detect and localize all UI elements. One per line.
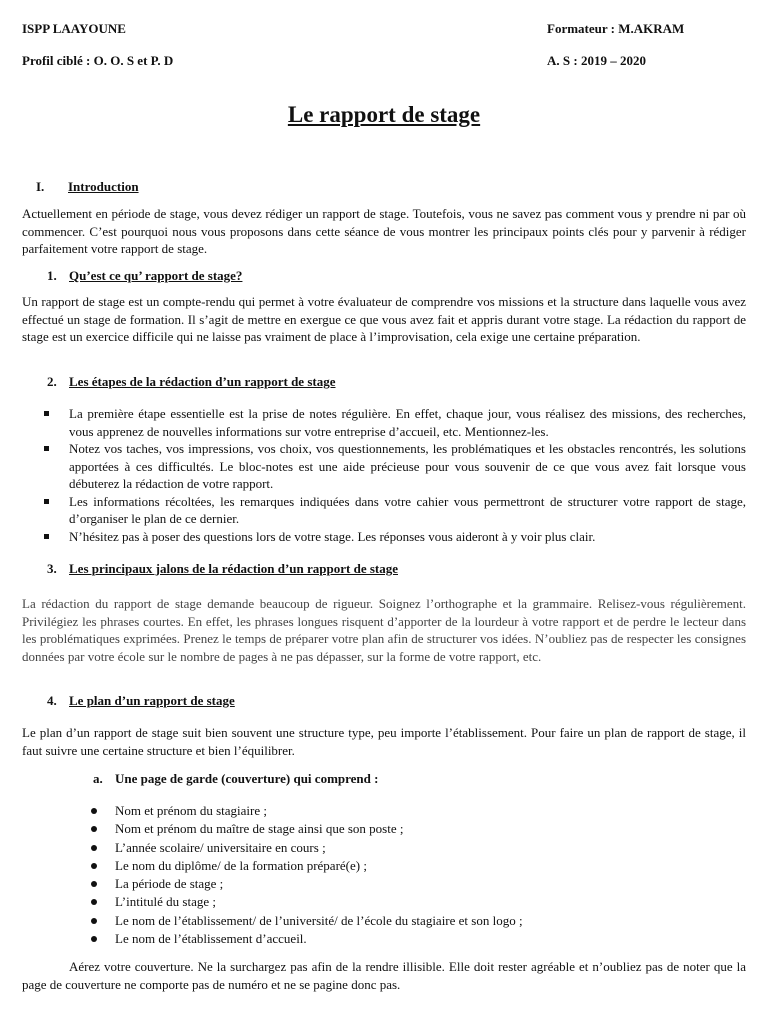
heading-introduction <box>36 178 139 196</box>
round-bullet-icon <box>91 899 97 905</box>
round-bullet-icon <box>91 918 97 924</box>
list-item: Le nom de l’établissement/ de l’université/ de l’école du stagiaire et son logo ; <box>22 912 746 930</box>
heading-text: Les principaux jalons de la rédaction d’un rapport de stage <box>69 561 398 576</box>
list-item: Les informations récoltées, les remarques indiquées dans votre cahier vous permettront de structurer votre rapport de stage, d’organiser le plan de ce dernier. <box>22 493 746 528</box>
heading-number: I. <box>36 179 45 194</box>
header-school: ISPP LAAYOUNE <box>22 21 126 36</box>
square-bullet-icon <box>44 446 49 451</box>
paragraph-cover-closing: Aérez votre couverture. Ne la surchargez pas afin de la rendre illisible. Elle doit rester agréable et n’oubliez pas de noter que la page de couverture ne comporte pas de numéro et ne se pagine donc pas. <box>22 959 746 992</box>
round-bullet-icon <box>91 808 97 814</box>
heading-section-2 <box>47 373 336 391</box>
subheading-cover-page <box>93 770 378 788</box>
square-bullet-icon <box>44 411 49 416</box>
steps-list <box>22 405 746 545</box>
paragraph-introduction: Actuellement en période de stage, vous devez rédiger un rapport de stage. Toutefois, vous ne savez pas comment vous y prendre ni par où commencer. C’est pourquoi nous vous proposons dans cette séance de vous montrer les principaux points clés pour y parvenir à rédiger parfaitement votre rapport de stage. <box>22 206 746 256</box>
paragraph-section-1: Un rapport de stage est un compte-rendu qui permet à votre évaluateur de comprendre vos missions et la structure dans laquelle vous avez effectué un stage de formation. Il s’agit de mettre en exergue ce que vous avez fait et appris durant votre stage. La rédaction du rapport de stage est un exercice difficile qui ne laisse pas vraiment de place à l’improvisation, cela exige une certaine préparation. <box>22 294 746 344</box>
square-bullet-icon <box>44 499 49 504</box>
heading-number: 1. <box>47 268 57 283</box>
cover-page-list <box>22 802 746 948</box>
heading-number: 3. <box>47 561 57 576</box>
list-item: L’intitulé du stage ; <box>22 893 746 911</box>
list-item: La période de stage ; <box>22 875 746 893</box>
heading-section-4 <box>47 692 235 710</box>
subheading-text: Une page de garde (couverture) qui comprend : <box>115 771 379 786</box>
header-profile: Profil ciblé : O. O. S et P. D <box>22 53 174 68</box>
header-year: A. S : 2019 – 2020 <box>547 53 646 68</box>
list-item: La première étape essentielle est la prise de notes régulière. En effet, chaque jour, vous réalisez des missions, des recherches, vous apprenez de nouvelles informations sur votre entreprise d’accueil, etc. Mentionnez-les. <box>22 405 746 440</box>
subheading-number: a. <box>93 771 103 786</box>
heading-text: Le plan d’un rapport de stage <box>69 693 235 708</box>
list-item: L’année scolaire/ universitaire en cours ; <box>22 839 746 857</box>
heading-section-3 <box>47 560 398 578</box>
list-item: Nom et prénom du maître de stage ainsi que son poste ; <box>22 820 746 838</box>
heading-number: 2. <box>47 374 57 389</box>
list-item: Le nom de l’établissement d’accueil. <box>22 930 746 948</box>
round-bullet-icon <box>91 881 97 887</box>
heading-text: Introduction <box>68 179 139 194</box>
round-bullet-icon <box>91 936 97 942</box>
header-trainer: Formateur : M.AKRAM <box>547 21 685 36</box>
heading-section-1 <box>47 267 242 285</box>
page-title: Le rapport de stage <box>287 102 481 127</box>
square-bullet-icon <box>44 534 49 539</box>
round-bullet-icon <box>91 826 97 832</box>
paragraph-section-4: Le plan d’un rapport de stage suit bien souvent une structure type, peu importe l’établissement. Pour faire un plan de rapport de stage, il faut suivre une certaine structure et bien l’équilibrer. <box>22 725 746 758</box>
round-bullet-icon <box>91 863 97 869</box>
heading-number: 4. <box>47 693 57 708</box>
list-item: Le nom du diplôme/ de la formation préparé(e) ; <box>22 857 746 875</box>
list-item: Nom et prénom du stagiaire ; <box>22 802 746 820</box>
heading-text: Les étapes de la rédaction d’un rapport de stage <box>69 374 336 389</box>
list-item: N’hésitez pas à poser des questions lors de votre stage. Les réponses vous aideront à y voir plus clair. <box>22 528 746 546</box>
list-item: Notez vos taches, vos impressions, vos choix, vos questionnements, les problématiques et les obstacles rencontrés, les solutions apportées à ces difficultés. Le bloc-notes est une aide précieuse pour vous souvenir de ce que vous avez fait lorsque vous débuterez la rédaction de votre rapport. <box>22 440 746 493</box>
heading-text: Qu’est ce qu’ rapport de stage? <box>69 268 243 283</box>
paragraph-section-3: La rédaction du rapport de stage demande beaucoup de rigueur. Soignez l’orthographe et la grammaire. Relisez-vous régulièrement. Privilégiez les phrases courtes. En effet, les phrases longues risquent d’apporter de la lourdeur à votre rapport et de perdre le lecteur dans les problématiques exprimées. Prenez le temps de préparer votre plan afin de structurer vos idées. N’oubliez pas de respecter les consignes données par votre école sur le nombre de pages à ne pas dépasser, sur la forme de votre rapport, etc. <box>22 596 746 664</box>
round-bullet-icon <box>91 845 97 851</box>
